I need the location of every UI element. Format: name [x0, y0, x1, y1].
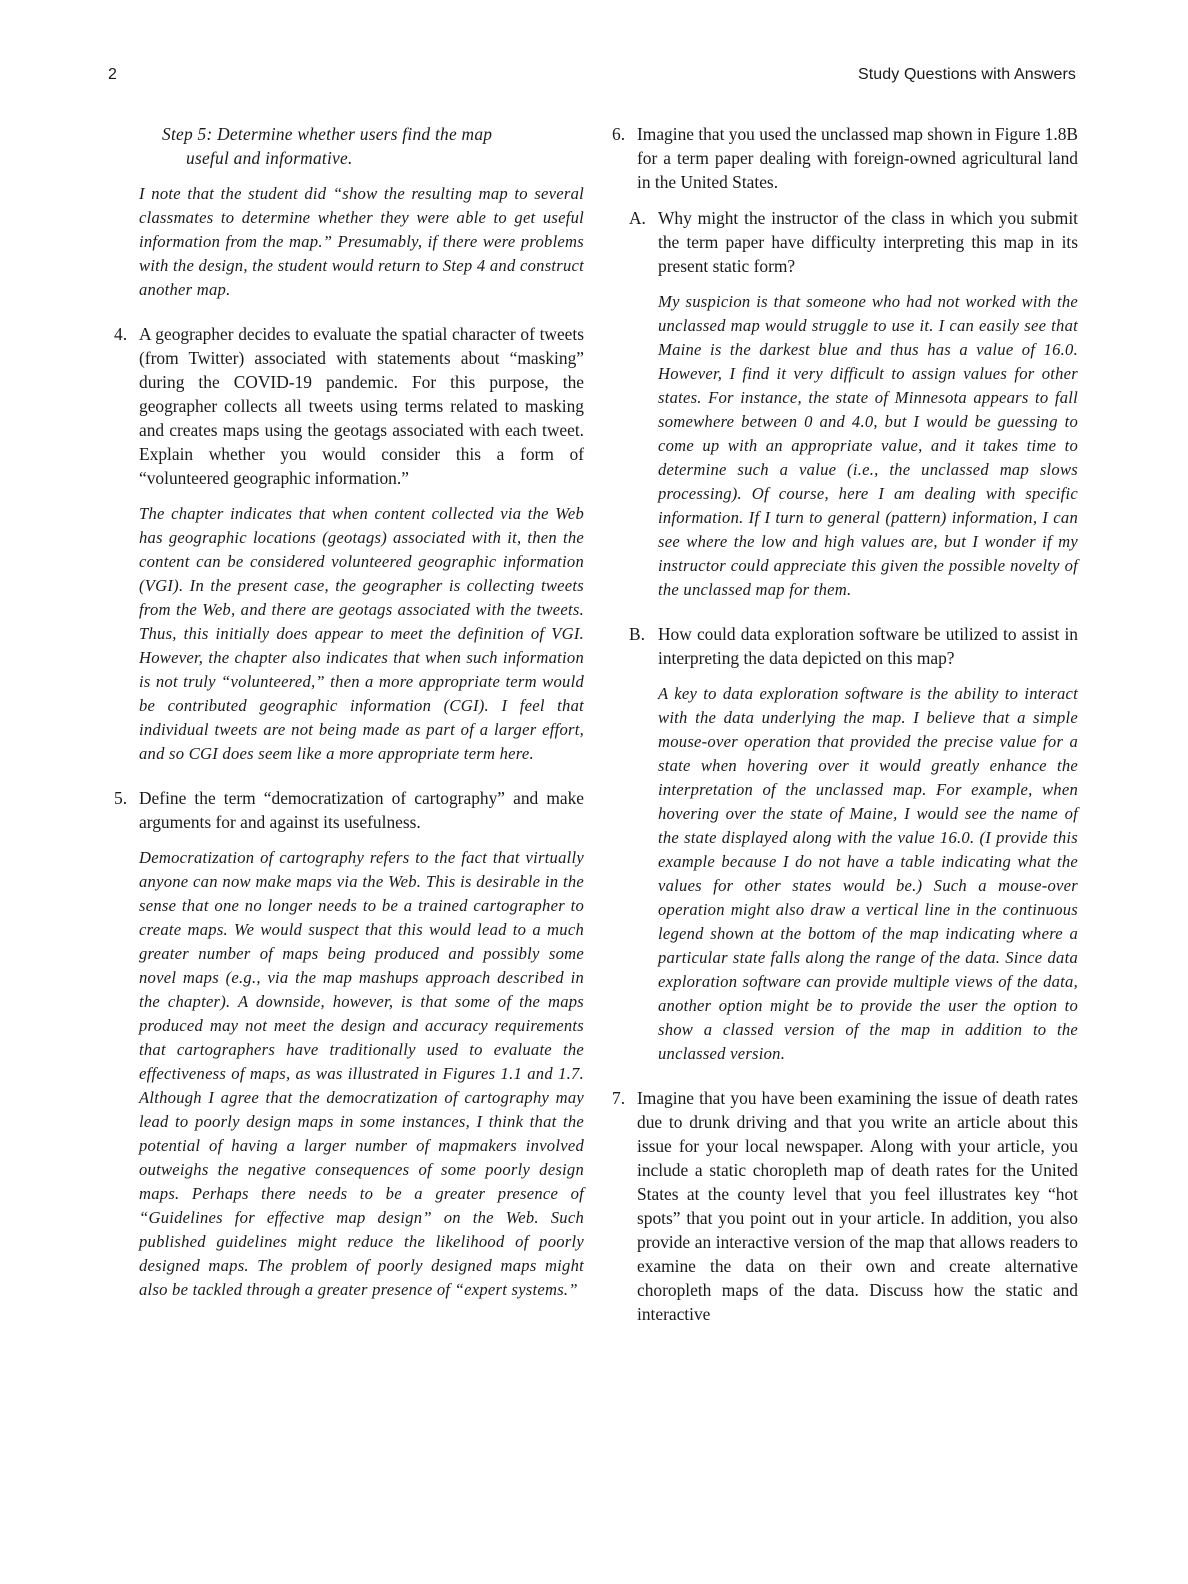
question-4-number: 4. — [114, 324, 128, 344]
question-4 — [114, 322, 584, 766]
question-6a — [629, 206, 1078, 602]
page-number: 2 — [108, 66, 117, 83]
question-6 — [612, 122, 1078, 194]
question-7-number: 7. — [612, 1088, 626, 1108]
left-column — [114, 122, 584, 1302]
page-header — [108, 66, 1076, 92]
question-5-text: Define the term “democratization of cartography” and make arguments for and against its usefulness. — [139, 788, 584, 832]
step-5-heading — [114, 122, 584, 170]
question-6-number: 6. — [612, 124, 626, 144]
question-6b-answer: A key to data exploration software is the ability to interact with the data underlying the map. I believe that a simple mouse-over operation that provided the precise value for a state when hovering over it would greatly enhance the interpretation of the unclassed map. For example, when hovering over the state of Maine, I would see the name of the state displayed along with the value 16.0. (I provide this example because I do not have a table indicating what the values for other states would be.) Such a mouse-over operation might also draw a vertical line in the continuous legend shown at the bottom of the map indicating where a particular state falls along the range of the data. Since data exploration software can provide multiple views of the data, another option might be to provide the user the option to show a classed version of the map in addition to the unclassed version. — [658, 684, 1078, 1063]
question-6b — [629, 622, 1078, 1066]
question-4-answer: The chapter indicates that when content collected via the Web has geographic locations (geotags) associated with it, then the content can be considered volunteered geographic information (VGI). In the present case, the geographer is collecting tweets from the Web, and there are geotags associated with the tweets. Thus, this initially does appear to meet the definition of VGI. However, the chapter also indicates that when such information is not truly “volunteered,” then a more appropriate term would be contributed geographic information (CGI). I feel that individual tweets are not being made as part of a larger effort, and so CGI does seem like a more appropriate term here. — [139, 504, 584, 763]
step-5-line1: Step 5: Determine whether users find the map — [162, 124, 493, 144]
question-5 — [114, 786, 584, 1302]
question-5-answer: Democratization of cartography refers to the fact that virtually anyone can now make maps via the Web. This is desirable in the sense that one no longer needs to be a trained cartographer to create maps. We would suspect that this would lead to a much greater number of maps being produced and possibly some novel maps (e.g., via the map mashups approach described in the chapter). A downside, however, is that some of the maps produced may not meet the design and accuracy requirements that cartographers have traditionally used to evaluate the effectiveness of maps, as was illustrated in Figures 1.1 and 1.7. Although I agree that the democratization of cartography may lead to poorly design maps in some instances, I think that the potential of having a larger number of mapmakers involved outweighs the negative consequences of some poorly design maps. Perhaps there needs to be a greater presence of “Guidelines for effective map design” on the Web. Such published guidelines might reduce the likelihood of poorly designed maps. The problem of poorly designed maps might also be tackled through a greater presence of “expert systems.” — [139, 848, 584, 1299]
step-5-line2: useful and informative. — [186, 148, 353, 168]
running-head: Study Questions with Answers — [857, 66, 1076, 83]
question-6a-label: A. — [629, 208, 646, 228]
question-7-text: Imagine that you have been examining the issue of death rates due to drunk driving and that you write an article about this issue for your local newspaper. Along with your article, you include a static choropleth map of death rates for the United States at the county level that you feel illustrates key “hot spots” that you point out in your article. In addition, you also provide an interactive version of the map that allows readers to examine the data on their own and create alternative choropleth maps of the data. Discuss how the static and interactive — [637, 1088, 1078, 1324]
step-5-answer: I note that the student did “show the resulting map to several classmates to determine whether they were able to get useful information from the map.” Presumably, if there were problems with the design, the student would return to Step 4 and construct another map. — [139, 184, 584, 299]
question-7 — [612, 1086, 1078, 1326]
question-6b-label: B. — [629, 624, 645, 644]
question-4-text: A geographer decides to evaluate the spatial character of tweets (from Twitter) associated with statements about “masking” during the COVID-19 pandemic. For this purpose, the geographer collects all tweets using terms related to masking and creates maps using the geotags associated with each tweet. Explain whether you would consider this a form of “volunteered geographic information.” — [139, 324, 584, 488]
right-column — [612, 122, 1078, 1326]
question-6b-text: How could data exploration software be utilized to assist in interpreting the data depicted on this map? — [658, 624, 1078, 668]
question-6-text: Imagine that you used the unclassed map shown in Figure 1.8B for a term paper dealing with foreign-owned agricultural land in the United States. — [637, 124, 1078, 192]
question-6a-answer: My suspicion is that someone who had not worked with the unclassed map would struggle to use it. I can easily see that Maine is the darkest blue and thus has a value of 16.0. However, I find it very difficult to assign values for other states. For instance, the state of Minnesota appears to fall somewhere between 0 and 4.0, but I would be guessing to come up with an appropriate value, and it takes time to determine such a value (i.e., the unclassed map slows processing). Of course, here I am dealing with specific information. If I turn to general (pattern) information, I can see where the low and high values are, but I wonder if my instructor could appreciate this given the possible novelty of the unclassed map for them. — [658, 292, 1078, 599]
question-6a-text: Why might the instructor of the class in which you submit the term paper have difficulty interpreting this map in its present static form? — [658, 208, 1078, 276]
question-5-number: 5. — [114, 788, 128, 808]
